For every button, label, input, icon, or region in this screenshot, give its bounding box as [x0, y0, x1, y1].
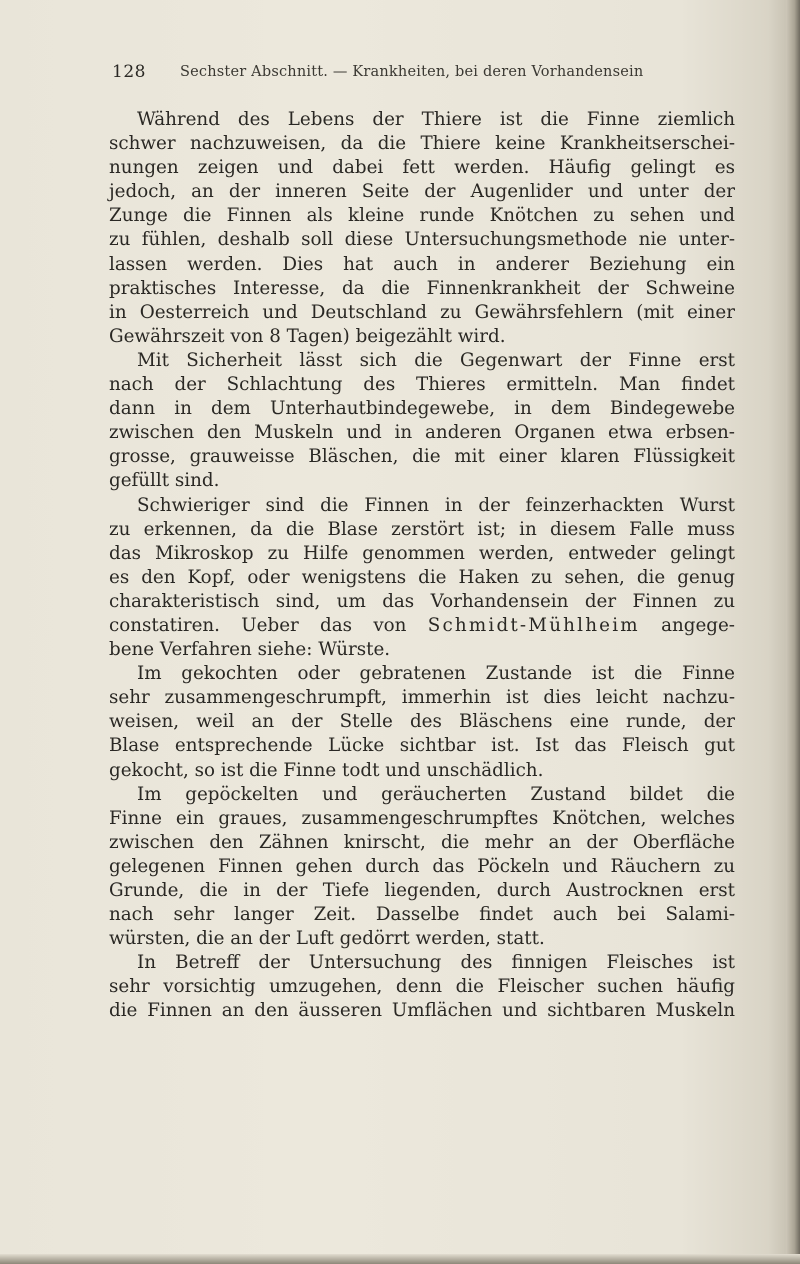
- text-line: weisen, weil an der Stelle des Bläschens eine runde, der: [109, 711, 735, 733]
- text-line: Blase entsprechende Lücke sichtbar ist. Ist das Fleisch gut: [109, 735, 735, 757]
- text-line: dann in dem Unterhautbindegewebe, in dem Bindegewebe: [109, 398, 735, 420]
- spaced-name: Schmidt-Mühlheim: [427, 614, 640, 636]
- text-line: Während des Lebens der Thiere ist die Finne ziemlich: [137, 109, 735, 130]
- text-line: gelegenen Finnen gehen durch das Pöckeln und Räuchern zu: [109, 855, 735, 877]
- text-line: nungen zeigen und dabei fett werden. Häufig gelingt es: [109, 157, 735, 179]
- text-line: gekocht, so ist die Finne todt und unschädlich.: [109, 759, 544, 781]
- text-line: constatiren. Ueber das von Schmidt-Mühlheim angege-: [109, 614, 735, 636]
- text-line: sehr vorsichtig umzugehen, denn die Fleischer suchen häufig: [109, 976, 735, 998]
- text-line: nach sehr langer Zeit. Dasselbe findet auch bei Salami-: [109, 904, 735, 926]
- text-line: sehr zusammengeschrumpft, immerhin ist dies leicht nachzu-: [109, 687, 735, 709]
- text-line: Schwieriger sind die Finnen in der feinzerhackten Wurst: [137, 494, 735, 516]
- text-line: schwer nachzuweisen, da die Thiere keine Krankheitserschei-: [109, 133, 735, 155]
- text-line: würsten, die an der Luft gedörrt werden, statt.: [109, 928, 545, 950]
- page-header: [112, 62, 682, 90]
- text-line: In Betreff der Untersuchung des finnigen Fleisches ist: [137, 952, 735, 974]
- text-line: grosse, grauweisse Bläschen, die mit einer klaren Flüssigkeit: [109, 446, 735, 468]
- body-text: [109, 108, 735, 1024]
- text-line: in Oesterreich und Deutschland zu Gewährsfehlern (mit einer: [109, 301, 735, 323]
- text-line: zwischen den Zähnen knirscht, die mehr an der Oberfläche: [109, 831, 735, 853]
- text-line: Zunge die Finnen als kleine runde Knötchen zu sehen und: [109, 205, 735, 227]
- text-line: jedoch, an der inneren Seite der Augenlider und unter der: [109, 181, 735, 203]
- text-line: zwischen den Muskeln und in anderen Organen etwa erbsen-: [109, 422, 735, 444]
- text-line: es den Kopf, oder wenigstens die Haken zu sehen, die genug: [109, 566, 735, 588]
- text-line: Finne ein graues, zusammengeschrumpftes Knötchen, welches: [109, 807, 735, 829]
- text-line: Grunde, die in der Tiefe liegenden, durch Austrocknen erst: [109, 880, 735, 901]
- page-binding-edge: [786, 0, 800, 1264]
- text-line: bene Verfahren siehe: Würste.: [109, 639, 391, 661]
- text-line: die Finnen an den äusseren Umflächen und sichtbaren Muskeln: [109, 1000, 735, 1022]
- text-line: Mit Sicherheit lässt sich die Gegenwart der Finne erst: [137, 349, 735, 371]
- text-line: das Mikroskop zu Hilfe genommen werden, entweder gelingt: [109, 542, 735, 564]
- text-line: lassen werden. Dies hat auch in anderer Beziehung ein: [109, 253, 735, 275]
- text-line: charakteristisch sind, um das Vorhandensein der Finnen zu: [109, 590, 735, 612]
- text-line: praktisches Interesse, da die Finnenkrankheit der Schweine: [109, 277, 735, 299]
- text-line: nach der Schlachtung des Thieres ermitteln. Man findet: [109, 374, 735, 396]
- text-line: zu erkennen, da die Blase zerstört ist; in diesem Falle muss: [109, 518, 735, 540]
- text-line: zu fühlen, deshalb soll diese Untersuchungsmethode nie unter-: [109, 229, 735, 251]
- text-line: Im gepöckelten und geräucherten Zustand bildet die: [137, 783, 735, 805]
- page-bottom-edge: [0, 1254, 800, 1264]
- page-number: 128: [112, 62, 146, 82]
- text-line: Im gekochten oder gebratenen Zustande ist die Finne: [137, 663, 735, 685]
- running-head: Sechster Abschnitt. — Krankheiten, bei deren Vorhandensein: [180, 64, 644, 80]
- text-line: Gewährszeit von 8 Tagen) beigezählt wird.: [109, 325, 506, 347]
- text-line: gefüllt sind.: [109, 470, 220, 492]
